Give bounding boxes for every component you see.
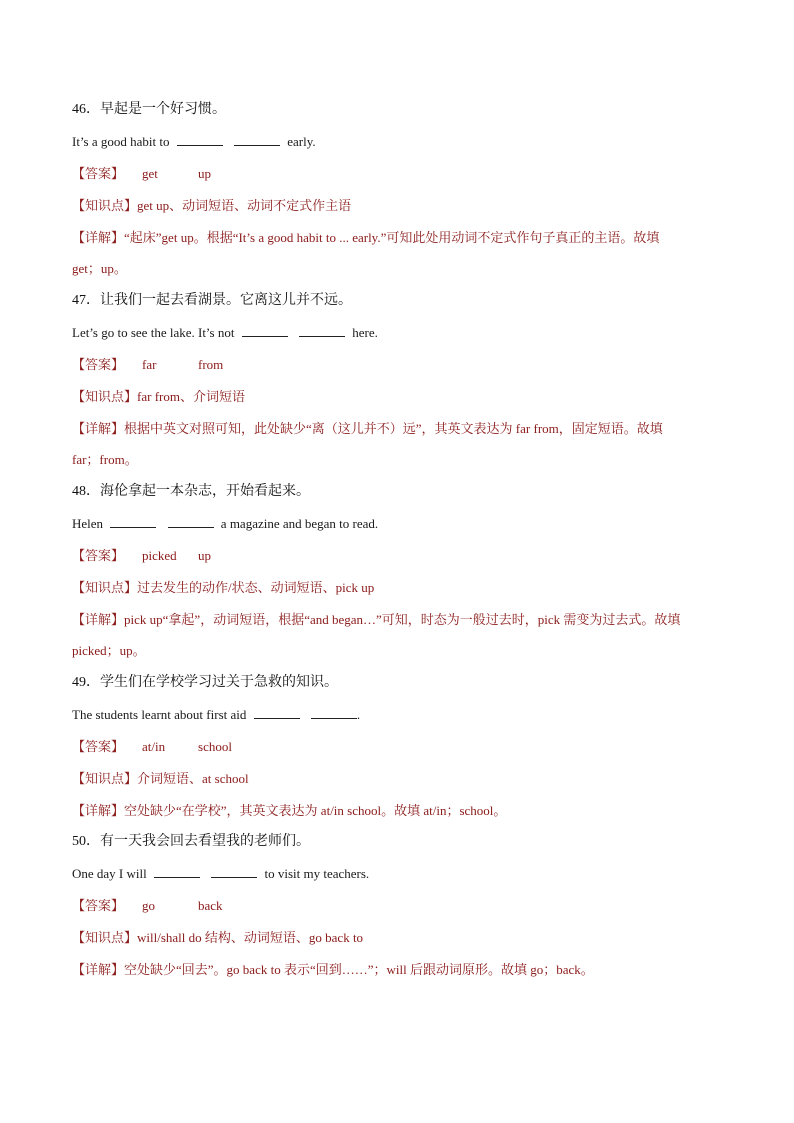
knowledge-48 [72, 578, 728, 598]
knowledge-text: get up、动词短语、动词不定式作主语 [137, 198, 352, 213]
answer-tag: 【答案】 [72, 548, 125, 563]
answer-47 [72, 355, 728, 375]
knowledge-text: 过去发生的动作/状态、动词短语、pick up [137, 580, 375, 595]
answer-2: up [198, 166, 212, 181]
answer-1: get [142, 166, 158, 181]
knowledge-tag: 【知识点】 [72, 580, 138, 595]
answer-1: at/in [142, 739, 166, 754]
knowledge-text: far from、介词短语 [137, 389, 245, 404]
sentence-pre: Helen [72, 516, 104, 531]
answer-2: from [198, 357, 224, 372]
sentence-post: a magazine and began to read. [220, 516, 379, 531]
answer-2: back [198, 898, 223, 913]
detail-tag: 【详解】 [72, 421, 125, 436]
blank [242, 324, 288, 337]
answer-tag: 【答案】 [72, 166, 125, 181]
blank [168, 515, 214, 528]
detail-tag: 【详解】 [72, 803, 125, 818]
blank [110, 515, 156, 528]
detail-47 [72, 419, 728, 439]
answer-tag: 【答案】 [72, 898, 125, 913]
question-46: 46．早起是一个好习惯。 [72, 102, 226, 117]
question-47: 47．让我们一起去看湖景。它离这儿并不远。 [72, 293, 352, 308]
blank [154, 865, 200, 878]
answer-tag: 【答案】 [72, 357, 125, 372]
blank [254, 706, 300, 719]
sentence-pre: One day I will [72, 866, 147, 881]
detail-text: 空处缺少“在学校”，其英文表达为 at/in school。故填 at/in；school。 [124, 803, 507, 818]
sentence-48 [72, 514, 728, 534]
knowledge-50 [72, 928, 728, 948]
answer-1: far [142, 357, 157, 372]
knowledge-47 [72, 387, 728, 407]
answer-tag: 【答案】 [72, 739, 125, 754]
detail-text: 空处缺少“回去”。go back to 表示“回到……”；will 后跟动词原形。故填 go；back。 [124, 962, 594, 977]
detail-tag: 【详解】 [72, 230, 125, 245]
sentence-pre: The students learnt about first aid [72, 707, 247, 722]
answer-2: school [198, 739, 232, 754]
answer-48 [72, 546, 728, 566]
knowledge-tag: 【知识点】 [72, 771, 138, 786]
sentence-post: here. [352, 325, 378, 340]
sentence-post: . [356, 707, 361, 722]
sentence-pre: Let’s go to see the lake. It’s not [72, 325, 235, 340]
knowledge-tag: 【知识点】 [72, 930, 138, 945]
knowledge-text: 介词短语、at school [137, 771, 249, 786]
sentence-47 [72, 323, 728, 343]
blank [177, 133, 223, 146]
detail-text: “起床”get up。根据“It’s a good habit to ... early.”可知此处用动词不定式作句子真正的主语。故填 [124, 230, 660, 245]
answer-49 [72, 737, 728, 757]
detail-48 [72, 610, 728, 630]
sentence-post: early. [287, 134, 316, 149]
knowledge-46 [72, 196, 728, 216]
detail-48-cont: picked；up。 [72, 643, 146, 658]
blank [299, 324, 345, 337]
sentence-49 [72, 705, 728, 725]
detail-49 [72, 801, 728, 821]
question-49: 49．学生们在学校学习过关于急救的知识。 [72, 675, 338, 690]
question-48: 48．海伦拿起一本杂志，开始看起来。 [72, 484, 310, 499]
question-50: 50．有一天我会回去看望我的老师们。 [72, 834, 310, 849]
knowledge-tag: 【知识点】 [72, 389, 138, 404]
knowledge-49 [72, 769, 728, 789]
answer-2: up [198, 548, 212, 563]
sentence-pre: It’s a good habit to [72, 134, 170, 149]
answer-46 [72, 164, 728, 184]
blank [234, 133, 280, 146]
sentence-50 [72, 864, 728, 884]
detail-50 [72, 960, 728, 980]
answer-1: picked [142, 548, 177, 563]
knowledge-tag: 【知识点】 [72, 198, 138, 213]
answer-1: go [142, 898, 156, 913]
sentence-46 [72, 132, 728, 152]
detail-tag: 【详解】 [72, 962, 125, 977]
detail-text: 根据中英文对照可知，此处缺少“离（这儿并不）远”，其英文表达为 far from，固定短语。故填 [124, 421, 663, 436]
answer-50 [72, 896, 728, 916]
sentence-post: to visit my teachers. [264, 866, 370, 881]
detail-46-cont: get；up。 [72, 261, 127, 276]
blank [211, 865, 257, 878]
detail-47-cont: far；from。 [72, 452, 138, 467]
detail-46 [72, 228, 728, 248]
detail-tag: 【详解】 [72, 612, 125, 627]
knowledge-text: will/shall do 结构、动词短语、go back to [137, 930, 364, 945]
detail-text: pick up“拿起”，动词短语，根据“and began…”可知，时态为一般过去时，pick 需变为过去式。故填 [124, 612, 681, 627]
blank [311, 706, 357, 719]
